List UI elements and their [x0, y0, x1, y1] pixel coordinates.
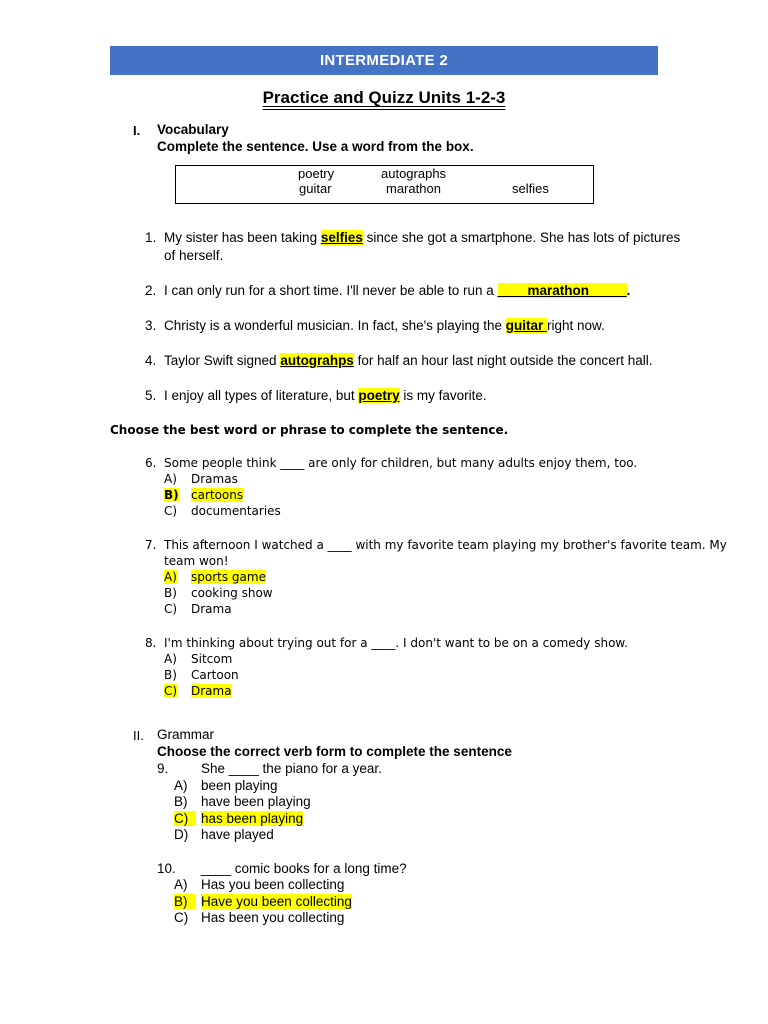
word-box-item: guitar: [299, 181, 332, 196]
question-number: 10.: [157, 861, 176, 876]
option-letter-correct: B): [174, 894, 196, 909]
option-text: documentaries: [191, 504, 281, 518]
answer-highlight: ____marathon_____: [497, 283, 627, 298]
question-number: 9.: [157, 761, 169, 776]
question-number: 1.: [145, 230, 157, 245]
section-1b-instruction: Choose the best word or phrase to complete the sentence.: [110, 423, 509, 437]
option-letter: A): [174, 778, 188, 793]
option-text: have played: [201, 827, 274, 842]
page-title: Practice and Quizz Units 1-2-3: [262, 88, 506, 107]
question-9: She ____ the piano for a year.: [201, 761, 382, 776]
question-7: This afternoon I watched a ____ with my favorite team playing my brother's favorite team. My: [164, 538, 727, 552]
option-text: been playing: [201, 778, 278, 793]
option-letter: C): [164, 602, 178, 616]
word-box-item: selfies: [512, 181, 549, 196]
section-2-numeral: II.: [133, 728, 144, 743]
option-text-correct: Drama: [191, 684, 232, 698]
option-text: Sitcom: [191, 652, 233, 666]
option-letter: B): [164, 586, 177, 600]
option-letter-correct: B): [164, 488, 179, 502]
section-1-instruction: Complete the sentence. Use a word from the box.: [157, 139, 474, 154]
option-text-correct: has been playing: [201, 811, 304, 826]
section-1-numeral: I.: [133, 123, 141, 138]
option-text: Dramas: [191, 472, 238, 486]
question-5: I enjoy all types of literature, but poetry is my favorite.: [164, 388, 487, 403]
option-text: have been playing: [201, 794, 311, 809]
question-4: Taylor Swift signed autograhps for half an hour last night outside the concert hall.: [164, 353, 653, 368]
option-letter: B): [174, 794, 188, 809]
option-letter: B): [164, 668, 177, 682]
word-box: [175, 165, 594, 204]
option-text: Drama: [191, 602, 232, 616]
option-letter-correct: C): [164, 684, 178, 698]
level-banner: INTERMEDIATE 2: [110, 46, 658, 75]
word-box-item: poetry: [298, 166, 335, 181]
question-10: ____ comic books for a long time?: [201, 861, 407, 876]
word-box-item: autographs: [381, 166, 447, 181]
option-text-correct: Have you been collecting: [201, 894, 352, 909]
section-1-heading: Vocabulary: [157, 122, 229, 137]
answer-highlight: poetry: [358, 388, 400, 403]
option-text-correct: sports game: [191, 570, 266, 584]
word-box-item: marathon: [386, 181, 441, 196]
answer-highlight: selfies: [320, 230, 363, 245]
answer-highlight: guitar: [505, 318, 547, 333]
option-text: Has you been collecting: [201, 877, 345, 892]
question-1-continued: of herself.: [164, 248, 224, 263]
option-letter: C): [174, 910, 189, 925]
option-text-correct: cartoons: [191, 488, 244, 502]
option-text: cooking show: [191, 586, 273, 600]
section-2-heading: Grammar: [157, 727, 214, 742]
question-number: 5.: [145, 388, 157, 403]
option-letter: C): [164, 504, 178, 518]
question-1: My sister has been taking selfies since she got a smartphone. She has lots of pictures: [164, 230, 681, 245]
question-number: 3.: [145, 318, 157, 333]
option-letter: D): [174, 827, 189, 842]
question-7-continued: team won!: [164, 554, 229, 568]
question-number: 2.: [145, 283, 157, 298]
question-6: Some people think ____ are only for children, but many adults enjoy them, too.: [164, 456, 638, 470]
option-letter: A): [164, 472, 177, 486]
question-number: 8.: [145, 636, 157, 650]
question-8: I'm thinking about trying out for a ____. I don't want to be on a comedy show.: [164, 636, 628, 650]
option-letter-correct: C): [174, 811, 196, 826]
question-number: 7.: [145, 538, 157, 552]
question-number: 6.: [145, 456, 157, 470]
option-text: Has been you collecting: [201, 910, 345, 925]
question-number: 4.: [145, 353, 157, 368]
question-3: Christy is a wonderful musician. In fact, she's playing the guitar right now.: [164, 318, 605, 333]
section-2-instruction: Choose the correct verb form to complete the sentence: [157, 744, 512, 759]
option-text: Cartoon: [191, 668, 239, 682]
answer-highlight: autograhps: [280, 353, 354, 368]
option-letter: A): [174, 877, 188, 892]
option-letter: A): [164, 652, 177, 666]
option-letter-correct: A): [164, 570, 177, 584]
question-2: I can only run for a short time. I'll never be able to run a ____marathon_____.: [164, 283, 631, 298]
